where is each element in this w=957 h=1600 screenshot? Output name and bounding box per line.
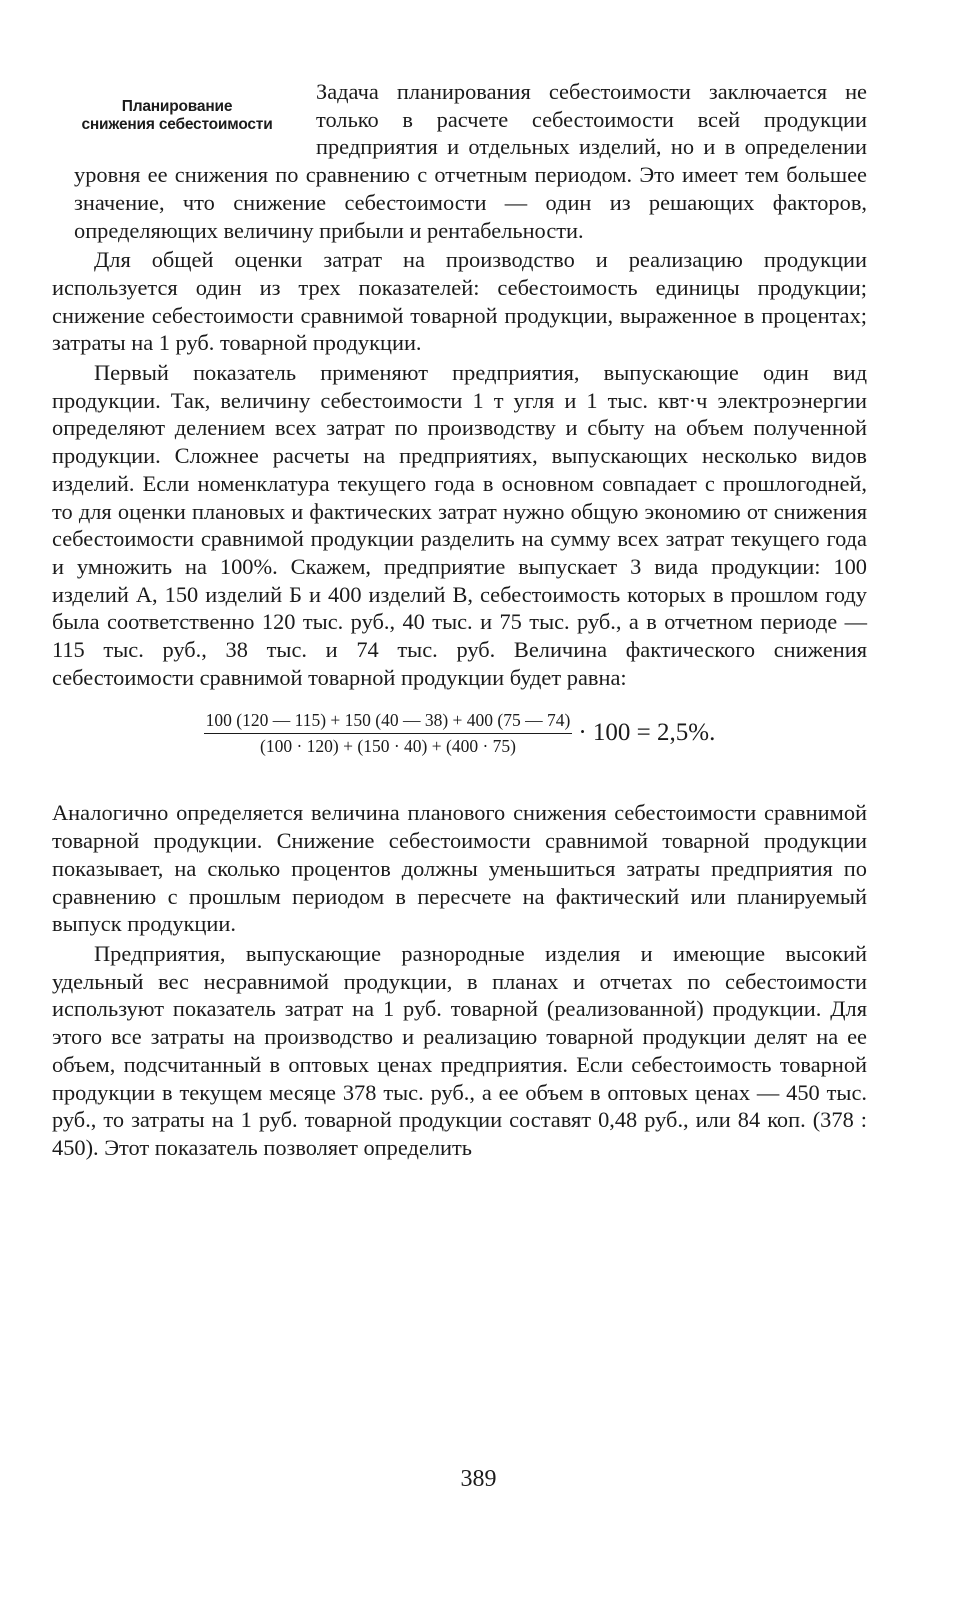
formula-result: · 100 = 2,5%. <box>578 719 716 747</box>
paragraph-1: Задача планирования себестоимости заключается не только в расчете себестоимости всей продукции предприятия и отдельных изделий, но и в определении уровня ее снижения по сравнению с отчетным периодом. Это имеет тем большее значение, что снижение себестоимости — один из решающих факторов, определяющих величину прибыли и рентабельности. <box>74 79 867 243</box>
formula-denominator: (100 · 120) + (150 · 40) + (400 · 75) <box>260 736 516 757</box>
page-number: 389 <box>460 1466 497 1492</box>
margin-heading-line-2: снижения себестоимости <box>81 116 273 133</box>
paragraph-5: Предприятия, выпускающие разнородные изделия и имеющие высокий удельный вес несравнимой продукции, в планах и отчетах по себестоимости используют показатель затрат на 1 руб. товарной (реализованной) продукции. Для этого все затраты на производство и реализацию товарной продукции делят на ее объем, подсчитанный в оптовых ценах предприятия. Если себестоимость товарной продукции в текущем месяце 378 тыс. руб., а ее объем в оптовых ценах — 450 тыс. руб., то затраты на 1 руб. товарной продукции составят 0,48 руб., или 84 коп. (378 : 450). Этот показатель позволяет определить <box>52 940 867 1160</box>
page-content <box>52 78 867 1162</box>
paragraph-4: Аналогично определяется величина планового снижения себестоимости сравнимой товарной продукции. Снижение себестоимости сравнимой товарной продукции показывает, на сколько процентов должны уменьшиться затраты предприятия по сравнению с прошлым периодом в пересчете на фактический или планируемый выпуск продукции. <box>52 800 867 937</box>
formula <box>52 709 867 757</box>
paragraph-3: Первый показатель применяют предприятия, выпускающие один вид продукции. Так, величину себестоимости 1 т угля и 1 тыс. квт·ч электроэнергии определяют делением всех затрат по производству и сбыту на объем полученной продукции. Сложнее расчеты на предприятиях, выпускающих несколько видов изделий. Если номенклатура текущего года в основном совпадает с прошлогодней, то для оценки плановых и фактических затрат нужно общую экономию от снижения себестоимости сравнимой продукции разделить на сумму всех затрат текущего года и умножить на 100%. Скажем, предприятие выпускает 3 вида продукции: 100 изделий А, 150 изделий Б и 400 изделий В, себестоимость которых в прошлом году была соответственно 120 тыс. руб., 40 тыс. и 75 тыс. руб., а в отчетном периоде — 115 тыс. руб., 38 тыс. и 74 тыс. руб. Величина фактического снижения себестоимости сравнимой товарной продукции будет равна: <box>52 360 867 690</box>
margin-heading <box>52 98 302 134</box>
margin-heading-line-1: Планирование <box>121 98 233 115</box>
formula-fraction <box>204 709 573 757</box>
formula-numerator: 100 (120 — 115) + 150 (40 — 38) + 400 (75 — 74) <box>204 709 573 734</box>
paragraph-2: Для общей оценки затрат на производство и реализацию продукции используется один из трех показателей: себестоимость единицы продукции; снижение себестоимости сравнимой товарной продукции, выраженное в процентах; затраты на 1 руб. товарной продукции. <box>52 247 867 356</box>
